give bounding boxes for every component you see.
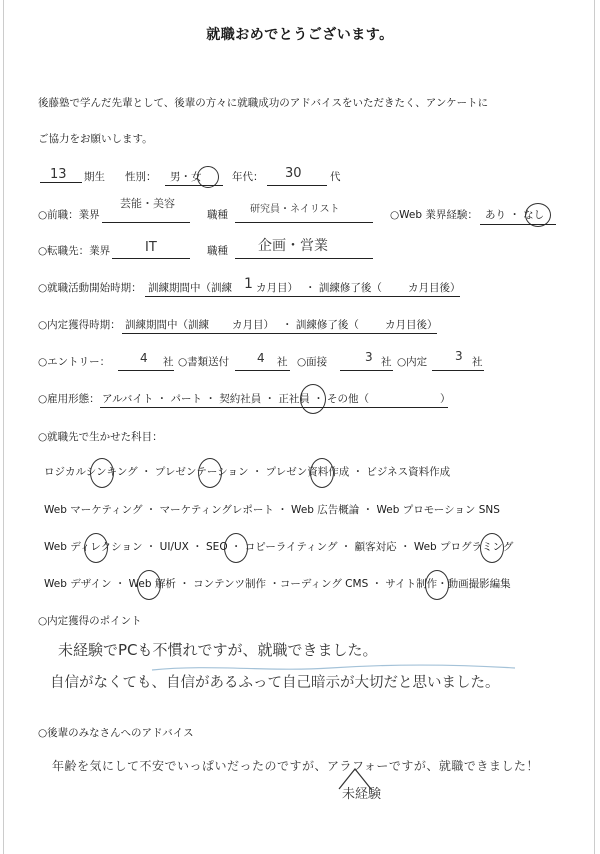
entry-unit: 社 bbox=[163, 356, 174, 368]
subject-circle-mark bbox=[90, 458, 114, 488]
docs-label: ○書類送付 bbox=[178, 356, 230, 368]
advice-answer-line-1: 年齢を気にして不安でいっぱいだったのですが、アラフォーですが、就職できました！ bbox=[52, 759, 539, 773]
subject-circle-mark bbox=[198, 458, 222, 488]
points-answer-line-2: 自信がなくても、自信があるふって自己暗示が大切だと思いました。 bbox=[50, 675, 500, 691]
activity-start-during-prefix: 訓練期間中（訓練 bbox=[148, 282, 232, 294]
offer-time-after-suffix: カ月目後） bbox=[385, 319, 438, 331]
docs-underline bbox=[235, 370, 290, 371]
web-exp-underline bbox=[480, 224, 556, 225]
offer-unit: 社 bbox=[472, 356, 483, 368]
offer-time-after-prefix: ・ 訓練修了後（ bbox=[282, 319, 359, 331]
subjects-row-1: ロジカルシンキング ・ プレゼンテーション ・ プレゼン資料作成 ・ ビジネス資料作成 bbox=[44, 466, 451, 478]
employment-options: アルバイト ・ パート ・ 契約社員 ・ 正社員 ・ その他（ bbox=[102, 393, 370, 405]
scan-edge-right bbox=[594, 0, 595, 854]
new-industry-underline bbox=[112, 258, 190, 259]
subject-circle-mark bbox=[310, 458, 334, 488]
entry-value: 4 bbox=[140, 351, 148, 365]
term-label: 期生 bbox=[84, 171, 105, 183]
intro-line-2: ご協力をお願いします。 bbox=[38, 133, 153, 145]
offer-underline bbox=[432, 370, 484, 371]
prev-industry-underline bbox=[102, 222, 190, 223]
gender-label: 性別： bbox=[125, 171, 157, 183]
points-heading: ○内定獲得のポイント bbox=[38, 615, 142, 627]
subjects-row-2: Web マーケティング ・ マーケティングレポート ・ Web 広告概論 ・ Web プロモーション SNS bbox=[44, 504, 500, 516]
activity-start-after-suffix: カ月目後） bbox=[408, 282, 461, 294]
gender-underline bbox=[165, 185, 223, 186]
new-job-type-value: 企画・営業 bbox=[258, 238, 328, 254]
age-underline bbox=[267, 185, 327, 186]
subjects-row-3: Web ディレクション ・ UI/UX ・ SEO ・ コピーライティング ・ 顧客対応 ・ Web プログラミング bbox=[44, 541, 514, 553]
term-underline bbox=[40, 182, 82, 183]
points-answer-line-1: 未経験でPCも不慣れですが、就職できました。 bbox=[58, 641, 378, 659]
activity-start-month-value: 1 bbox=[244, 276, 253, 292]
gender-options: 男・女 bbox=[170, 171, 202, 183]
prev-industry-value: 芸能・美容 bbox=[120, 197, 175, 210]
offer-time-label: ○内定獲得時期： bbox=[38, 319, 121, 331]
interview-underline bbox=[340, 370, 393, 371]
advice-heading: ○後輩のみなさんへのアドバイス bbox=[38, 727, 194, 739]
offer-time-during-suffix: カ月目） bbox=[232, 319, 274, 331]
prev-job-type-label: 職種 bbox=[207, 209, 228, 221]
prev-job-label: ○前職：業界 bbox=[38, 209, 100, 221]
subject-circle-mark bbox=[137, 570, 161, 600]
activity-start-underline bbox=[145, 296, 460, 297]
age-value: 30 bbox=[285, 166, 302, 181]
web-exp-options: あり ・ なし bbox=[485, 209, 545, 221]
employment-close: ） bbox=[440, 393, 451, 405]
intro-line-1: 後藤塾で学んだ先輩として、後輩の方々に就職成功のアドバイスをいただきたく、アンケートに bbox=[38, 97, 489, 109]
subject-circle-mark bbox=[425, 570, 449, 600]
interview-label: ○面接 bbox=[297, 356, 328, 368]
offer-value: 3 bbox=[455, 349, 463, 363]
interview-value: 3 bbox=[365, 350, 373, 364]
new-job-type-label: 職種 bbox=[207, 245, 228, 257]
age-label: 年代： bbox=[232, 171, 264, 183]
web-exp-label: ○Web 業界経験： bbox=[390, 209, 478, 221]
employment-label: ○雇用形態： bbox=[38, 393, 100, 405]
subject-circle-mark bbox=[224, 533, 248, 563]
interview-unit: 社 bbox=[381, 356, 392, 368]
scan-edge-left bbox=[3, 0, 4, 854]
entry-label: ○エントリー： bbox=[38, 356, 111, 368]
new-industry-value: IT bbox=[145, 240, 157, 255]
age-suffix: 代 bbox=[330, 171, 341, 183]
docs-value: 4 bbox=[257, 351, 265, 365]
offer-label: ○内定 bbox=[397, 356, 428, 368]
activity-start-label: ○就職活動開始時期： bbox=[38, 282, 142, 294]
employment-circle-mark bbox=[300, 384, 326, 414]
new-job-label: ○転職先：業界 bbox=[38, 245, 111, 257]
entry-underline bbox=[118, 370, 174, 371]
prev-job-type-underline bbox=[235, 222, 373, 223]
subject-circle-mark bbox=[84, 533, 108, 563]
docs-unit: 社 bbox=[277, 356, 288, 368]
advice-insert-word: 未経験 bbox=[342, 787, 382, 802]
activity-start-after-prefix: ・ 訓練修了後（ bbox=[305, 282, 382, 294]
page-title: 就職おめでとうございます。 bbox=[206, 27, 394, 43]
subject-circle-mark bbox=[480, 533, 504, 563]
prev-job-type-value: 研究員・ネイリスト bbox=[250, 204, 340, 215]
term-value: 13 bbox=[50, 167, 67, 182]
offer-time-during-prefix: 訓練期間中（訓練 bbox=[125, 319, 209, 331]
subjects-row-4: Web デザイン ・ Web 解析 ・ コンテンツ制作 ・コーディング CMS ・ サイト制作・動画撮影編集 bbox=[44, 578, 511, 590]
employment-underline bbox=[100, 407, 448, 408]
offer-time-underline bbox=[122, 333, 437, 334]
new-job-type-underline bbox=[235, 258, 373, 259]
points-underline-squiggle bbox=[150, 660, 520, 676]
activity-start-during-suffix: カ月目） bbox=[256, 282, 298, 294]
subjects-heading: ○就職先で生かせた科目： bbox=[38, 431, 163, 443]
